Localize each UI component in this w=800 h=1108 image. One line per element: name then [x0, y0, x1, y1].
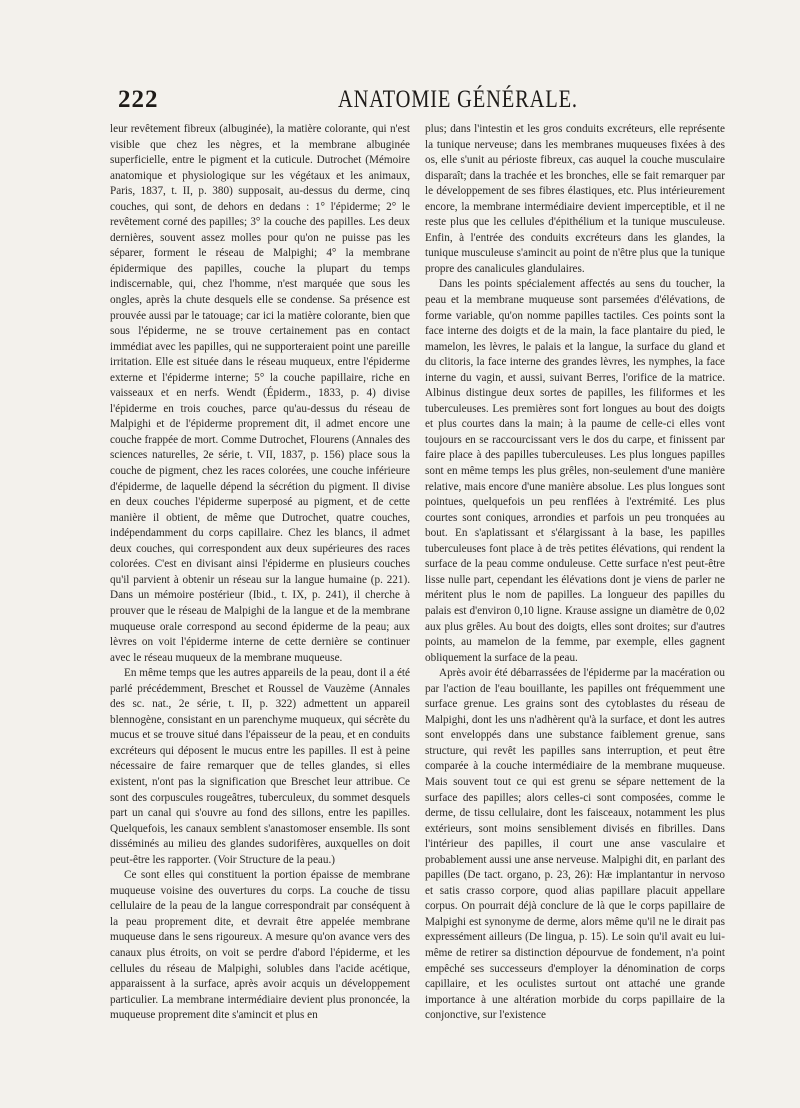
running-title: ANATOMIE GÉNÉRALE.: [338, 86, 578, 113]
left-column: [110, 122, 410, 1024]
paragraph: plus; dans l'intestin et les gros conduits excréteurs, elle représente la tunique nerveuse; dans les membranes muqueuses fixées à des os, elle s'unit au périoste fibreux, cas auquel la couche musculaire disparaît; dans la trachée et les bronches, elle se fait remarquer par le développement de ses fibres élastiques, etc. Plus intérieurement encore, la membrane intermédiaire devient imperceptible, et il ne reste plus que les cellules d'épithélium et la tunique musculeuse. Enfin, à l'entrée des conduits excréteurs dans les glandes, la tunique musculeuse s'amincit au point de n'être plus que la tunique propre des canalicules glandulaires.: [425, 123, 725, 275]
paragraph: En même temps que les autres appareils de la peau, dont il a été parlé précédemment, Breschet et Roussel de Vauzème (Annales des sc. nat., 2e série, t. II, p. 322) admettent un appareil blennogène, consistant en un parenchyme muqueux, qui sécrète du mucus et se trouve situé dans l'épaisseur de la peau, et en conduits excréteurs qui déposent le mucus entre les papilles. Il est à peine nécessaire de faire remarquer que de telles glandes, si elles existent, n'ont pas la signification que Breschet leur attribue. Ce sont des corpuscules rougeâtres, tuberculeux, du sommet desquels part un canal qui s'ouvre au fond des sillons, entre les papilles. Quelquefois, les canaux semblent s'anastomoser ensemble. Ils sont disséminés au milieu des glandes sudorifères, auxquelles on doit peut-être les rapporter. (Voir Structure de la peau.): [110, 667, 410, 866]
paragraph: leur revêtement fibreux (albuginée), la matière colorante, qui n'est visible que chez les nègres, et la membrane albuginée superficielle, entre le pigment et la cuticule. Dutrochet (Mémoire anatomique et physiologique sur les végétaux et les animaux, Paris, 1837, t. II, p. 380) supposait, au-dessus du derme, cinq couches, qui sont, de dehors en dedans : 1° l'épiderme; 2° le revêtement corné des papilles; 3° la couche des papilles. Les deux dernières, souvent assez molles pour qu'on ne puisse pas les séparer, forment le réseau de Malpighi; 4° la membrane épidermique des papilles, couche la plupart du temps indiscernable, qui, chez l'homme, n'est marquée que sous les ongles, après la chute desquels elle se condense. Sa présence est prouvée aussi par le tatouage; car ici la matière colorante, bien que sous l'épiderme, ne se trouve certainement pas en contact immédiat avec les papilles, qui ne supporteraient point une pareille irritation. Elle est située dans le réseau muqueux, entre l'épiderme externe et l'épiderme interne; 5° la couche papillaire, riche en vaisseaux et en nerfs. Wendt (Épiderm., 1833, p. 4) divise l'épiderme en trois couches, parce qu'au-dessus du réseau de Malpighi et de l'épiderme proprement dit, il admet encore une couche frappée de mort. Comme Dutrochet, Flourens (Annales des sciences naturelles, 2e série, t. VII, 1837, p. 156) place sous la couche de pigment, chez les races colorées, une couche inférieure d'épiderme, de laquelle dépend la sécrétion du pigment. Il divise en deux couches l'épiderme superposé au pigment, et de cette manière il obtient, de même que Dutrochet, quatre couches, indépendamment du corps capillaire. Chez les blancs, il admet deux couches, qui correspondent aux deux supérieures des races colorées. C'est en divisant ainsi l'épiderme en plusieurs couches qu'il parvient à obtenir un réseau sur la langue humaine (p. 221). Dans un mémoire postérieur (Ibid., t. IX, p. 241), il cherche à prouver que le réseau de Malpighi de la langue et de la membrane muqueuse orale correspond au second épiderme de la peau; aux lèvres on voit l'épiderme interne de cette dernière se continuer avec le réseau muqueux de la membrane muqueuse.: [110, 123, 410, 664]
paragraph: Après avoir été débarrassées de l'épiderme par la macération ou par l'action de l'eau bouillante, les papilles ont fréquemment une surface grenue. Les grains sont des cytoblastes du réseau de Malpighi, dont les uns n'adhèrent qu'à la surface, et dont les autres sont enveloppés dans une substance faiblement grenue, sans structure, qui revêt les papilles sans interruption, et peut être comparée à la couche intermédiaire de la membrane muqueuse. Mais souvent tout ce qui est grenu se sépare nettement de la surface des papilles; alors celles-ci sont composées, comme le derme, de tissu cellulaire, dont les faisceaux, notamment les plus extérieurs, sont moins sensiblement divisés en fibrilles. Dans l'intérieur des papilles, il court une anse vasculaire et probablement aussi une anse nerveuse. Malpighi dit, en parlant des papilles (De tact. organo, p. 23, 26): Hæ implantantur in nervoso et satis crasso corpore, quod alias papillare placuit appellare corpus. On pourrait déjà conclure de là que le corps papillaire de Malpighi est synonyme de derme, alors même qu'il ne le dirait pas expressément ailleurs (De lingua, p. 15). Le soin qu'il avait eu lui-même de retirer sa distinction dépourvue de fondement, n'a point empêché ses successeurs d'employer la dénomination de corps capillaire, et les oculistes surtout ont attaché une grande importance à une altération morbide du corps papillaire de la conjonctive, sur l'existence: [425, 667, 725, 1022]
page-header: [118, 86, 684, 120]
paragraph: Ce sont elles qui constituent la portion épaisse de membrane muqueuse voisine des ouvertures du corps. La couche de tissu cellulaire de la peau de la langue correspondrait par conséquent à la peau proprement dite, et devrait être appelée membrane muqueuse dans le sens rigoureux. A mesure qu'on avance vers des canaux plus étroits, on voit se perdre d'abord l'épiderme, et les cellules du réseau de Malpighi, solubles dans l'acide acétique, apparaissent à la surface, après avoir acquis un développement particulier. La membrane intermédiaire devient plus prononcée, la muqueuse proprement dite s'amincit et plus en: [110, 869, 410, 1022]
page-number: 222: [118, 86, 159, 113]
right-column: [425, 122, 725, 1024]
paragraph: Dans les points spécialement affectés au sens du toucher, la peau et la membrane muqueuse sont parsemées d'élévations, de forme variable, qu'on nomme papilles tactiles. Ces points sont la face interne des doigts et de la main, la face plantaire du pied, le mamelon, les lèvres, le palais et la langue, la surface du gland et du clitoris, la face interne des grandes lèvres, les nymphes, la face interne du vagin, et aussi, suivant Berres, l'orifice de la matrice. Albinus distingue deux sortes de papilles, les filiformes et les tuberculeuses. Les premières sont fort longues au bout des doigts et plus courtes dans la main; à la paume de celle-ci elles vont toujours en se raccourcissant vers le dos du carpe, et finissent par faire place à des papilles tuberculeuses. Les plus longues papilles sont en même temps les plus grêles, non-seulement d'une manière relative, mais encore d'une manière absolue. Les plus longues sont pointues, quelquefois un peu renflées à l'extrémité. Les plus courtes sont coniques, arrondies et parfois un peu tronquées au bout. En s'aplatissant et s'élargissant à la base, les papilles tuberculeuses font place à de très petites élévations, qui rendent la surface de la peau comme onduleuse. Cette surface n'est peut-être lisse nulle part, cependant les élévations dont je viens de parler ne méritent plus le nom de papilles. La longueur des papilles du palais est d'environ 0,10 ligne. Krause assigne un diamètre de 0,02 aux plus grêles. Au bout des doigts, elles sont droites; sur d'autres points, au mamelon de la femme, par exemple, elles gagnent obliquement la surface de la peau.: [425, 278, 725, 664]
